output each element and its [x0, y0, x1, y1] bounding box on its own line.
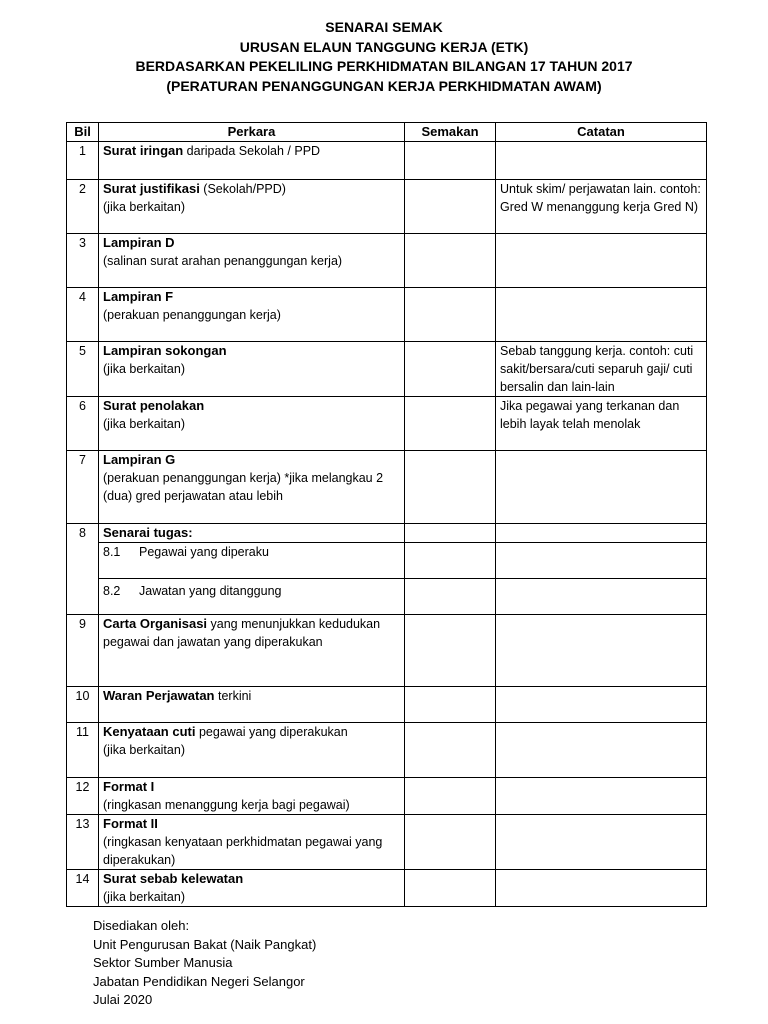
footer-line-1: Disediakan oleh:: [93, 918, 190, 933]
subitem-label: Jawatan yang ditanggung: [139, 584, 282, 598]
semakan-cell[interactable]: [405, 870, 496, 907]
row-perkara: [99, 815, 405, 870]
row-bil: 11: [67, 723, 99, 778]
table-row: [67, 397, 707, 451]
row-title: Senarai tugas:: [103, 525, 193, 540]
catatan-cell: Sebab tanggung kerja. contoh: cuti sakit/bersara/cuti separuh gaji/ cuti bersalin dan lain-lain: [496, 342, 707, 397]
semakan-cell[interactable]: [405, 397, 496, 451]
row-sub: (perakuan penanggungan kerja): [103, 308, 281, 322]
row-sub: (jika berkaitan): [103, 890, 185, 904]
footer-line-4: Jabatan Pendidikan Negeri Selangor: [93, 973, 305, 989]
row-sub: (salinan surat arahan penanggungan kerja): [103, 254, 343, 268]
table-row: [67, 142, 707, 180]
row-perkara: [99, 687, 405, 723]
semakan-cell[interactable]: [405, 615, 496, 687]
row-bil: 14: [67, 870, 99, 907]
row-title: Lampiran D: [103, 235, 175, 250]
row-title: Lampiran F: [103, 289, 174, 304]
subitem-perkara: [99, 543, 405, 579]
catatan-cell: [496, 524, 707, 543]
subitem-label: Pegawai yang diperaku: [139, 545, 269, 559]
row-perkara: [99, 870, 405, 907]
footer-line-3: Sektor Sumber Manusia: [93, 955, 233, 970]
checklist-table: [66, 122, 707, 907]
catatan-cell: [496, 142, 707, 180]
row-title: Lampiran G: [103, 452, 176, 467]
catatan-cell: [496, 815, 707, 870]
row-bil: 9: [67, 615, 99, 687]
semakan-cell[interactable]: [405, 687, 496, 723]
table-row: [67, 687, 707, 723]
row-bil: 1: [67, 142, 99, 180]
semakan-cell[interactable]: [405, 778, 496, 815]
row-sub: (jika berkaitan): [103, 200, 185, 214]
semakan-cell[interactable]: [405, 524, 496, 543]
header-catatan: Catatan: [496, 123, 707, 142]
table-row: [67, 288, 707, 342]
row-bil: 10: [67, 687, 99, 723]
heading-line-4: (PERATURAN PENANGGUNGAN KERJA PERKHIDMATAN AWAM): [166, 77, 602, 94]
row-bil: 7: [67, 451, 99, 524]
semakan-cell[interactable]: [405, 180, 496, 234]
row-sub: (perakuan penanggungan kerja) *jika melangkau 2 (dua) gred perjawatan atau lebih: [103, 471, 384, 503]
row-title-rest: (Sekolah/PPD): [199, 182, 286, 196]
row-bil: 3: [67, 234, 99, 288]
row-bil: 8: [67, 524, 99, 615]
semakan-cell[interactable]: [405, 288, 496, 342]
row-sub: (jika berkaitan): [103, 743, 185, 757]
catatan-cell: Jika pegawai yang terkanan dan lebih layak telah menolak: [496, 397, 707, 451]
heading-line-2: URUSAN ELAUN TANGGUNG KERJA (ETK): [239, 38, 529, 55]
row-sub: (ringkasan kenyataan perkhidmatan pegawai yang diperakukan): [103, 835, 383, 867]
row-perkara: [99, 397, 405, 451]
catatan-cell: [496, 579, 707, 615]
row-title: Format I: [103, 779, 155, 794]
semakan-cell[interactable]: [405, 543, 496, 579]
row-perkara: [99, 342, 405, 397]
footer-line-2: Unit Pengurusan Bakat (Naik Pangkat): [93, 936, 317, 952]
semakan-cell[interactable]: [405, 142, 496, 180]
row-perkara: [99, 288, 405, 342]
row-title-rest: terkini: [214, 689, 252, 703]
row-title-rest: daripada Sekolah / PPD: [183, 144, 321, 158]
catatan-cell: Untuk skim/ perjawatan lain. contoh: Gred W menanggung kerja Gred N): [496, 180, 707, 234]
table-row: [67, 870, 707, 907]
table-row: [67, 451, 707, 524]
subitem-perkara: [99, 579, 405, 615]
row-perkara: [99, 723, 405, 778]
row-title: Waran Perjawatan: [103, 688, 215, 703]
catatan-cell: [496, 234, 707, 288]
catatan-cell: [496, 288, 707, 342]
row-title: Lampiran sokongan: [103, 343, 227, 358]
table-header-row: [67, 123, 707, 142]
heading-line-1: SENARAI SEMAK: [325, 19, 443, 35]
row-bil: 5: [67, 342, 99, 397]
row-bil: 6: [67, 397, 99, 451]
row-sub: (ringkasan menanggung kerja bagi pegawai): [103, 798, 350, 812]
row-bil: 13: [67, 815, 99, 870]
row-title: Surat iringan: [103, 143, 184, 158]
semakan-cell[interactable]: [405, 579, 496, 615]
catatan-cell: [496, 451, 707, 524]
table-subrow: [67, 579, 707, 615]
table-row: [67, 723, 707, 778]
row-perkara: [99, 142, 405, 180]
semakan-cell[interactable]: [405, 234, 496, 288]
row-bil: 4: [67, 288, 99, 342]
table-row: [67, 615, 707, 687]
table-row: [67, 180, 707, 234]
row-title: Surat penolakan: [103, 398, 205, 413]
header-perkara: Perkara: [99, 123, 405, 142]
table-row: [67, 778, 707, 815]
semakan-cell[interactable]: [405, 342, 496, 397]
table-row: [67, 342, 707, 397]
header-bil: Bil: [67, 123, 99, 142]
row-title: Carta Organisasi: [103, 616, 208, 631]
row-bil: 2: [67, 180, 99, 234]
row-perkara: [99, 234, 405, 288]
row-title: Surat sebab kelewatan: [103, 871, 244, 886]
prepared-by-block: [93, 917, 316, 1010]
subitem-number: 8.1: [103, 545, 121, 559]
catatan-cell: [496, 687, 707, 723]
semakan-cell[interactable]: [405, 723, 496, 778]
table-subrow: [67, 543, 707, 579]
row-title-rest: pegawai yang diperakukan: [195, 725, 348, 739]
semakan-cell[interactable]: [405, 451, 496, 524]
row-title-rest: yang menunjukkan kedudukan pegawai dan jawatan yang diperakukan: [103, 617, 381, 649]
semakan-cell[interactable]: [405, 815, 496, 870]
document-heading: [0, 18, 768, 96]
row-title: Format II: [103, 816, 158, 831]
row-perkara: [99, 524, 405, 543]
row-perkara: [99, 615, 405, 687]
table-row: [67, 815, 707, 870]
row-title: Kenyataan cuti: [103, 724, 196, 739]
catatan-cell: [496, 723, 707, 778]
catatan-cell: [496, 615, 707, 687]
table-row: [67, 524, 707, 543]
table-row: [67, 234, 707, 288]
footer-line-5: Julai 2020: [93, 992, 153, 1007]
row-bil: 12: [67, 778, 99, 815]
row-title: Surat justifikasi: [103, 181, 200, 196]
row-perkara: [99, 451, 405, 524]
subitem-number: 8.2: [103, 584, 121, 598]
row-perkara: [99, 778, 405, 815]
row-sub: (jika berkaitan): [103, 362, 185, 376]
catatan-cell: [496, 778, 707, 815]
heading-line-3: BERDASARKAN PEKELILING PERKHIDMATAN BILANGAN 17 TAHUN 2017: [135, 58, 633, 74]
row-perkara: [99, 180, 405, 234]
row-sub: (jika berkaitan): [103, 417, 185, 431]
header-semakan: Semakan: [405, 123, 496, 142]
catatan-cell: [496, 543, 707, 579]
catatan-cell: [496, 870, 707, 907]
